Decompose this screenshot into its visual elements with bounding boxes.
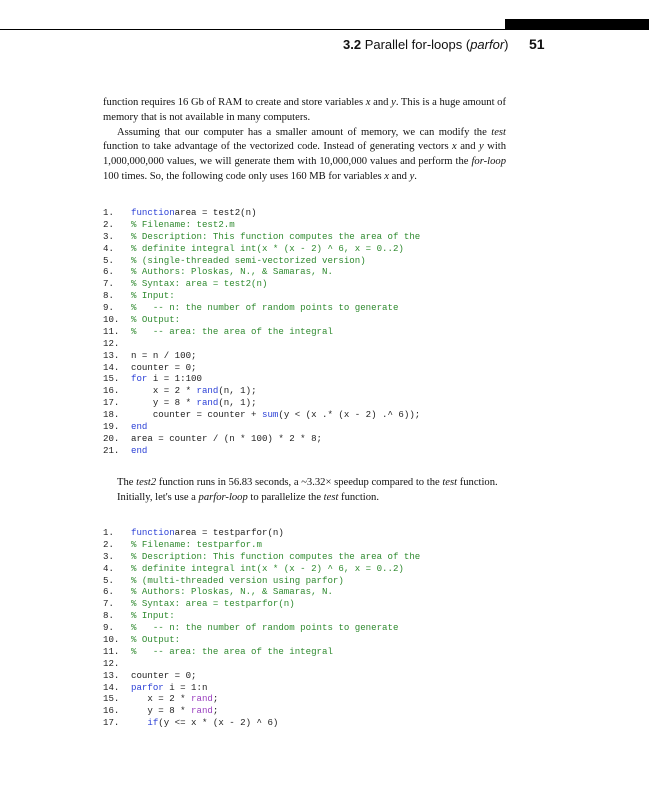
code-comment: % Syntax: area = testparfor(n) [131, 598, 295, 610]
paragraph-memory: function requires 16 Gb of RAM to create and store variables x and y. This is a huge amount of memory that is not available in many computers. [103, 97, 506, 123]
code-text: counter = counter + [131, 409, 262, 421]
code-text: area = counter / (n * 100) * 2 * 8; [131, 432, 322, 444]
code-line [103, 693, 420, 705]
line-number: 1. [103, 207, 114, 218]
line-number: 1. [103, 527, 114, 538]
code-comment: % Authors: Ploskas, N., & Samaras, N. [131, 586, 333, 598]
line-number: 11. [103, 325, 120, 337]
line-number: 15. [103, 373, 120, 385]
body-text-middle [103, 476, 506, 506]
line-number: 9. [103, 302, 114, 314]
code-comment: % definite integral int(x * (x - 2) ^ 6, x = 0..2) [131, 242, 404, 254]
code-text: area = test2(n) [174, 207, 257, 218]
code-line [103, 658, 420, 670]
code-line [103, 527, 420, 539]
code-comment: % Description: This function computes the area of the [131, 230, 421, 242]
code-keyword: function [131, 207, 175, 218]
code-line [103, 634, 420, 646]
code-line [103, 682, 420, 694]
code-keyword: function [131, 527, 175, 538]
line-number: 6. [103, 266, 114, 278]
code-line [103, 598, 420, 610]
line-number: 7. [103, 278, 114, 290]
code-text: i = 1:n [163, 681, 208, 693]
line-number: 5. [103, 574, 114, 586]
paragraph-vectorized: Assuming that our computer has a smaller amount of memory, we can modify the test function to take advantage of the vectorized code. Instead of generating vectors x and y with 1,000,000,000 values, we will generate them with 10,000,000 values and perform the for-loop 100 times. So, the following code only uses 160 MB for variables x and y. [103, 126, 507, 182]
code-line [103, 266, 420, 278]
line-number: 3. [103, 550, 114, 562]
line-number: 5. [103, 254, 114, 266]
line-number: 4. [103, 242, 114, 254]
line-number: 4. [103, 562, 114, 574]
code-comment: % (single-threaded semi-vectorized version) [131, 254, 366, 266]
code-keyword: parfor [131, 681, 164, 693]
body-text-top [103, 96, 506, 185]
section-title: Parallel for-loops (parfor) [364, 37, 509, 52]
code-text: x = 2 * [131, 385, 197, 397]
code-text: counter = 0; [131, 669, 197, 681]
code-comment: % Input: [131, 290, 175, 302]
code-line [103, 610, 420, 622]
code-line [103, 409, 420, 421]
code-line [103, 586, 420, 598]
code-line [103, 373, 420, 385]
code-line [103, 385, 420, 397]
code-comment: % -- area: the area of the integral [131, 645, 333, 657]
code-line [103, 445, 420, 457]
code-line [103, 231, 420, 243]
code-line [103, 278, 420, 290]
code-keyword: rand [191, 705, 213, 717]
code-keyword: sum [261, 409, 279, 421]
code-line [103, 717, 420, 729]
line-number: 21. [103, 444, 120, 456]
line-number: 2. [103, 218, 114, 230]
code-keyword: rand [196, 385, 219, 397]
line-number: 15. [103, 693, 120, 705]
code-comment: % -- n: the number of random points to generate [131, 302, 399, 314]
code-text: y = 8 * [131, 397, 197, 409]
line-number: 8. [103, 610, 114, 622]
code-text [131, 717, 147, 728]
line-number: 16. [103, 705, 120, 717]
code-line [103, 551, 420, 563]
code-line [103, 670, 420, 682]
line-number: 19. [103, 421, 120, 433]
section-number: 3.2 [343, 37, 362, 52]
code-comment: % Description: This function computes the area of the [131, 550, 421, 562]
code-line [103, 314, 420, 326]
code-line [103, 646, 420, 658]
line-number: 16. [103, 385, 120, 397]
line-number: 18. [103, 409, 120, 421]
line-number: 2. [103, 538, 114, 550]
code-comment: % Syntax: area = test2(n) [131, 278, 268, 290]
line-number: 7. [103, 598, 114, 610]
code-line [103, 350, 420, 362]
code-text: y = 8 * [131, 705, 192, 717]
line-number: 17. [103, 397, 120, 409]
line-number: 3. [103, 230, 114, 242]
code-listing-testparfor [103, 527, 420, 729]
code-keyword: for [131, 373, 148, 385]
code-line [103, 622, 420, 634]
code-keyword: if [147, 717, 159, 729]
page-number: 51 [529, 36, 545, 52]
line-number: 8. [103, 290, 114, 302]
line-number: 14. [103, 361, 120, 373]
line-number: 14. [103, 681, 120, 693]
line-number: 9. [103, 622, 114, 634]
line-number: 20. [103, 432, 120, 444]
code-line [103, 539, 420, 551]
code-comment: % -- area: the area of the integral [131, 325, 333, 337]
code-line [103, 421, 420, 433]
code-line [103, 433, 420, 445]
code-text: i = 1:100 [147, 373, 202, 385]
code-comment: % Filename: testparfor.m [131, 538, 262, 550]
code-line [103, 302, 420, 314]
line-number: 12. [103, 657, 120, 669]
header-rule [0, 29, 649, 30]
code-line [103, 326, 420, 338]
paragraph-parfor-intro: Initially, let's use a parfor-loop to parallelize the test function. [117, 491, 379, 503]
header-black-bar [505, 19, 649, 29]
code-text: ; [212, 693, 219, 705]
paragraph-speedup: The test2 function runs in 56.83 seconds, a ~3.32× speedup compared to the test function. [117, 477, 498, 488]
code-text: (n, 1); [218, 385, 257, 397]
code-comment: % Input: [131, 610, 175, 622]
code-text: ; [212, 705, 219, 717]
code-line [103, 207, 420, 219]
code-line [103, 338, 420, 350]
code-line [103, 290, 420, 302]
code-keyword: rand [191, 693, 213, 705]
code-keyword: end [131, 444, 148, 456]
line-number: 13. [103, 349, 120, 361]
code-text: (y <= x * (x - 2) ^ 6) [158, 717, 279, 729]
code-line [103, 243, 420, 255]
code-line [103, 705, 420, 717]
line-number: 17. [103, 717, 120, 729]
code-line [103, 219, 420, 231]
code-text: (n, 1); [218, 397, 257, 409]
code-line [103, 575, 420, 587]
code-line [103, 362, 420, 374]
code-comment: % Authors: Ploskas, N., & Samaras, N. [131, 266, 333, 278]
code-comment: % definite integral int(x * (x - 2) ^ 6, x = 0..2) [131, 562, 404, 574]
code-keyword: rand [196, 397, 219, 409]
code-comment: % Filename: test2.m [131, 218, 235, 230]
code-text: n = n / 100; [131, 349, 197, 361]
code-listing-test2 [103, 207, 420, 457]
code-line [103, 397, 420, 409]
line-number: 13. [103, 669, 120, 681]
code-text: (y < (x .* (x - 2) .^ 6)); [278, 409, 421, 421]
code-keyword: end [131, 421, 148, 433]
code-text: area = testparfor(n) [174, 527, 284, 538]
code-text: counter = 0; [131, 361, 197, 373]
code-comment: % Output: [131, 314, 181, 326]
code-text: x = 2 * [131, 693, 192, 705]
line-number: 10. [103, 314, 120, 326]
line-number: 11. [103, 645, 120, 657]
running-header [343, 37, 509, 52]
code-comment: % -- n: the number of random points to generate [131, 622, 399, 634]
code-comment: % Output: [131, 634, 181, 646]
code-line [103, 563, 420, 575]
line-number: 10. [103, 634, 120, 646]
code-line [103, 255, 420, 267]
code-comment: % (multi-threaded version using parfor) [131, 574, 344, 586]
line-number: 6. [103, 586, 114, 598]
line-number: 12. [103, 337, 120, 349]
